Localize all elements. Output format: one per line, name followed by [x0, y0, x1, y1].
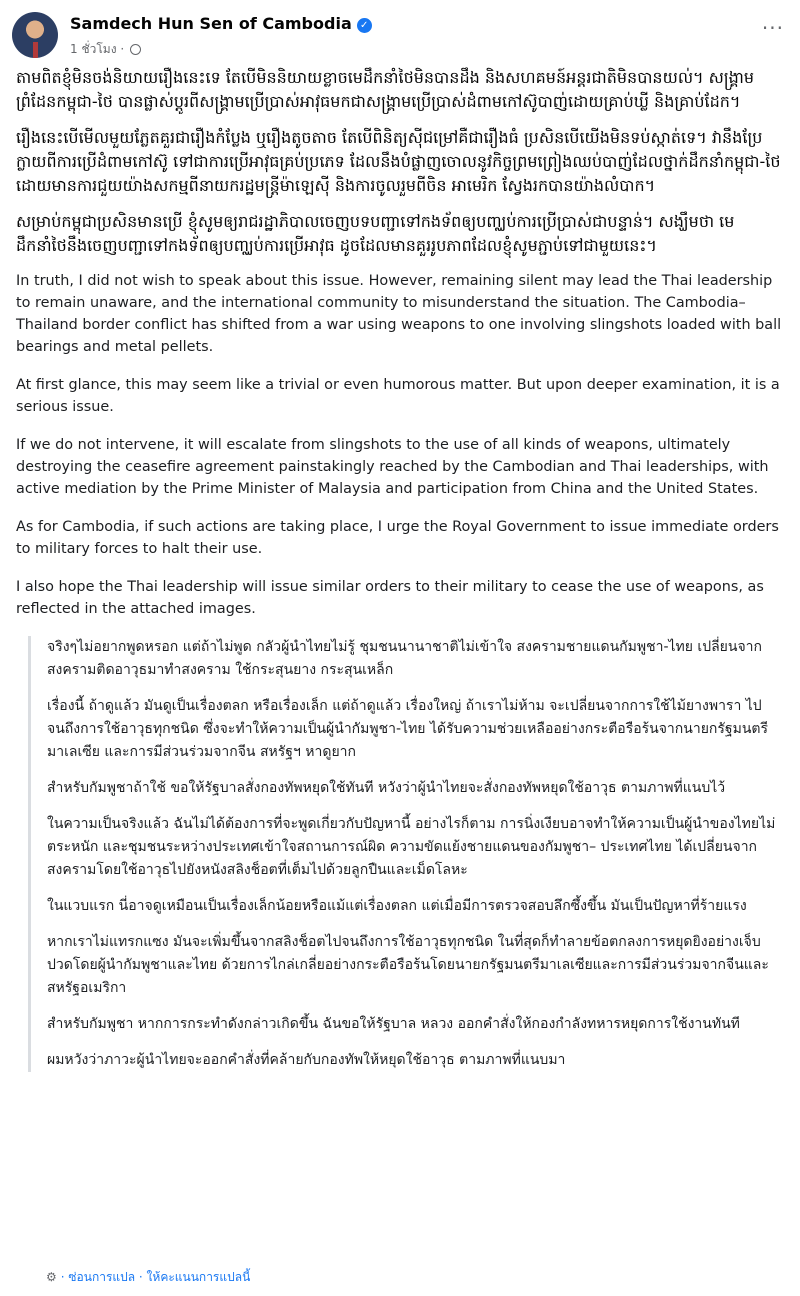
post-meta [70, 40, 141, 59]
khmer-paragraph: សម្រាប់កម្ពុជាប្រសិនមានប្រើ ខ្ញុំសូមឲ្យរាជរដ្ឋាភិបាលចេញបទបញ្ជាទៅកងទ័ពឲ្យបញ្ឈប់ការប្រើប្រាស់ជាបន្ទាន់។ សង្ឃឹមថា មេដឹកនាំថៃនឹងចេញបញ្ជាទៅកងទ័ពឲ្យបញ្ឈប់ការប្រើអាវុធ ដូចដែលមានគួររូបភាពដែលខ្ញុំសូមភ្ជាប់ទៅជាមួយនេះ។ [16, 212, 735, 255]
gear-icon[interactable]: ⚙ [46, 1270, 57, 1284]
post-header [12, 10, 788, 66]
avatar[interactable] [12, 12, 58, 58]
verified-badge-icon: ✓ [357, 18, 372, 33]
author-name[interactable] [70, 14, 372, 33]
translation-paragraph: สำหรับกัมพูชา หากการกระทำดังกล่าวเกิดขึ้น ฉันขอให้รัฐบาล หลวง ออกคำสั่งให้กองกำลังทหารหยุดการใช้งานทันที [47, 1016, 740, 1032]
post-body [16, 66, 784, 1085]
translation-paragraph: เรื่องนี้ ถ้าดูแล้ว มันดูเป็นเรื่องตลก หรือเรื่องเล็ก แต่ถ้าดูแล้ว เรื่องใหญ่ ถ้าเราไม่ห้าม จะเปลี่ยนจากการใช้ไม้ยางพารา ไปจนถึงการใช้อาวุธทุกชนิด ซึ่งจะทำให้ความเป็นผู้นำกัมพูชา-ไทย ได้รับความช่วยเหลืออย่างกระตือรือร้นจากนายกรัฐมนตรีมาเลเซีย และการมีส่วนร่วมจากจีน สหรัฐฯ หาดูยาก [47, 698, 769, 760]
translation-paragraph: หากเราไม่แทรกแซง มันจะเพิ่มขึ้นจากสลิงช็อตไปจนถึงการใช้อาวุธทุกชนิด ในที่สุดก็ทำลายข้อตกลงการหยุดยิงอย่างเจ็บปวดโดยผู้นำกัมพูชาและไทย ด้วยการไกล่เกลี่ยอย่างกระตือรือร้นโดยนายกรัฐมนตรีมาเลเซียและการมีส่วนร่วมจากจีนและสหรัฐอเมริกา [47, 934, 769, 996]
translation-paragraph: จริงๆไม่อยากพูดหรอก แต่ถ้าไม่พูด กลัวผู้นำไทยไม่รู้ ชุมชนนานาชาติไม่เข้าใจ สงครามชายแดนกัมพูชา-ไทย เปลี่ยนจากสงครามติดอาวุธมาทำสงคราม ใช้กระสุนยาง กระสุนเหล็ก [47, 639, 762, 678]
translation-actions[interactable]: · ซ่อนการแปล · ให้คะแนนการแปลนี้ [60, 1270, 251, 1284]
more-options-button[interactable]: ··· [761, 16, 784, 40]
translation-paragraph: สำหรับกัมพูชาถ้าใช้ ขอให้รัฐบาลสั่งกองทัพหยุดใช้ทันที หวังว่าผู้นำไทยจะสั่งกองทัพหยุดใช้อาวุธ ตามภาพที่แนบไว้ [47, 780, 726, 796]
khmer-paragraph: រឿងនេះបើមើលមួយភ្លែតគួរជារឿងកំប្លែង ឬរឿងតូចតាច តែបើពិនិត្យស៊ីជម្រៅគឺជារឿងធំ ប្រសិនបើយើងមិនទប់ស្កាត់ទេ។ វានឹងប្រែក្លាយពីការប្រើដំពាមកៅស៊ូ ទៅជាការប្រើអាវុធគ្រប់ប្រភេទ ដែលនឹងបំផ្លាញចោលនូវកិច្ចព្រមព្រៀងឈប់បាញ់ដែលថ្នាក់ដឹកនាំកម្ពុជា-ថៃ ដោយមានការជួយយ៉ាងសកម្មពីនាយករដ្ឋមន្ត្រីម៉ាឡេស៊ី និងការចូលរួមពីចិន អាមេរិក ស្វែងរកបានយ៉ាងលំបាក។ [16, 128, 781, 195]
khmer-text [16, 66, 784, 258]
meta-separator: · [120, 42, 125, 56]
khmer-paragraph: តាមពិតខ្ញុំមិនចង់និយាយរឿងនេះទេ តែបើមិននិយាយខ្លាចមេដឹកនាំថៃមិនបានដឹង និងសហគមន៍អន្តរជាតិមិនបានយល់។ សង្គ្រាមព្រំដែនកម្ពុជា-ថៃ បានផ្លាស់ប្តូរពីសង្គ្រាមប្រើប្រាស់អាវុធមកជាសង្គ្រាមប្រើប្រាស់ដំពាមកៅស៊ូបាញ់ដោយគ្រាប់ឃ្លី និងគ្រាប់ដែក។ [16, 68, 755, 111]
translation-footer [46, 1268, 250, 1287]
english-paragraph: If we do not intervene, it will escalate from slingshots to the use of all kinds of weapons, ultimately destroying the ceasefire agreement painstakingly reached by the Cambodian and Thai leaderships, with active mediation by the Prime Minister of Malaysia and participation from China and the United States. [16, 437, 769, 497]
english-paragraph: I also hope the Thai leadership will issue similar orders to their military to cease the use of weapons, as reflected in the attached images. [16, 579, 764, 617]
translation-paragraph: ในความเป็นจริงแล้ว ฉันไม่ได้ต้องการที่จะพูดเกี่ยวกับปัญหานี้ อย่างไรก็ตาม การนิ่งเงียบอาจทำให้ความเป็นผู้นำของไทยไม่ตระหนัก และชุมชนระหว่างประเทศเข้าใจสถานการณ์ผิด ความขัดแย้งชายแดนของกัมพูชา– ประเทศไทย ได้เปลี่ยนจากสงครามโดยใช้อาวุธไปยังหนังสลิงช็อตที่เต็มไปด้วยลูกปืนและเม็ดโลหะ [47, 816, 776, 878]
globe-icon[interactable] [130, 44, 141, 55]
translation-block [28, 636, 784, 1072]
author-name-text[interactable]: Samdech Hun Sen of Cambodia [70, 14, 352, 33]
avatar-image [33, 42, 38, 58]
translation-paragraph: ผมหวังว่าภาวะผู้นำไทยจะออกคำสั่งที่คล้ายกับกองทัพให้หยุดใช้อาวุธ ตามภาพที่แนบมา [47, 1052, 566, 1068]
english-paragraph: In truth, I did not wish to speak about this issue. However, remaining silent may lead the Thai leadership to remain unaware, and the international community to misunderstand the situation. The Cambodia–Thailand border conflict has shifted from a war using weapons to one involving slingshots loaded with ball bearings and metal pellets. [16, 273, 782, 355]
english-paragraph: As for Cambodia, if such actions are taking place, I urge the Royal Government to issue immediate orders to military forces to halt their use. [16, 519, 779, 557]
english-text [16, 270, 784, 620]
post-timestamp[interactable]: 1 ชั่วโมง [70, 42, 117, 56]
translation-paragraph: ในแวบแรก นี่อาจดูเหมือนเป็นเรื่องเล็กน้อยหรือแม้แต่เรื่องตลก แต่เมื่อมีการตรวจสอบลึกซึ้งขึ้น มันเป็นปัญหาที่ร้ายแรง [47, 898, 747, 914]
english-paragraph: At first glance, this may seem like a trivial or even humorous matter. But upon deeper examination, it is a serious issue. [16, 377, 780, 415]
